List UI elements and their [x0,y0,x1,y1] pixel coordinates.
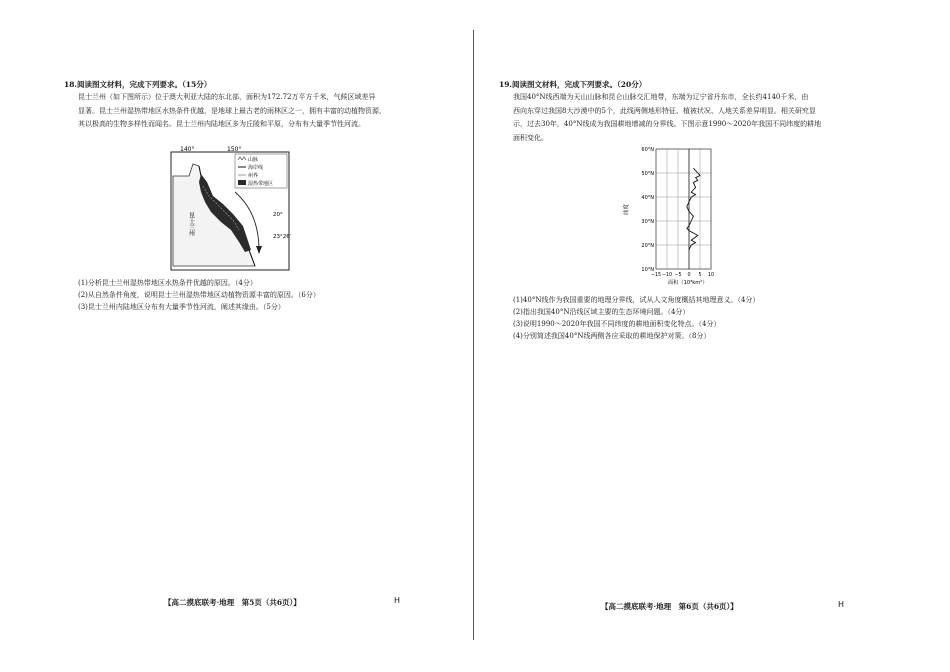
y-tick-label: 50°N [641,171,654,177]
q18-header: 18.阅读图文材料，完成下列要求。（15分） [64,80,212,89]
q19-material-line: 面积变化。 [513,133,548,142]
q18-material-line: 昆士兰州（如下图所示）位于澳大利亚大陆的东北部，面积为172.72万平方千米，气候区域差异 [78,93,376,101]
x-tick-label: 0 [687,273,691,278]
q18-material-line: 其以极高的生物多样性而闻名。昆士兰州内陆地区多为丘陵和平原，分布有大量季节性河流。 [78,120,365,128]
q19-material-line: 西向东穿过我国8大沙漠中的5个，此线两侧地形特征、植被状况、人地关系差异明显。相关研究显 [513,106,816,115]
y-tick-label: 30°N [641,219,654,225]
x-tick-label: 5 [698,273,702,278]
y-axis-label: 纬度 [624,203,630,215]
left-footer-mark: H [394,596,401,605]
q19-material [513,91,875,145]
left-page [0,0,470,672]
y-tick-label: 40°N [641,195,654,201]
right-footer: 【高二摸底联考·地理 第6页（共6页）】 [601,602,738,611]
x-tick-label: −5 [674,273,682,278]
q19-subq-2: (2)指出我国40°N沿线区域主要的生态环境问题。（4分） [513,308,690,316]
legend-wet-tropics: 湿热带地区 [248,181,274,187]
x-tick-label: −15 [650,273,662,278]
plot-frame [656,149,711,269]
q18-material-line: 显著。昆士兰州湿热带地区水热条件优越，是地球上最古老的雨林区之一，拥有丰富的动植物资源， [78,106,386,115]
q18-subq-3: (3)昆士兰州内陆地区分布有大量季节性河流，阐述其缘由。（5分） [78,303,285,311]
legend-mountain: 山脉 [248,157,259,163]
right-footer-mark: H [838,600,845,609]
page-divider [473,30,474,640]
legend-boundary: 州界 [248,173,259,179]
farmland-change-chart [616,143,726,287]
map-lon-right: 150° [227,146,242,153]
q19-subq-1: (1)40°N线作为我国重要的地理分界线，试从人文角度概括其地理意义。（4分） [513,296,760,304]
q19-material-line: 我国40°N线西端为天山山脉和昆仑山脉交汇地带，东端为辽宁省丹东市，全长约4140千米，由 [513,93,809,101]
q19-header: 19.阅读图文材料，完成下列要求。（20分） [499,80,647,89]
legend-wet-tropics-symbol [238,180,246,185]
map-state-label: 昆士兰州 [187,212,195,236]
right-page [476,0,950,672]
y-tick-label: 10°N [641,267,654,273]
map-legend [235,154,287,188]
map-lat-top: 20° [273,212,283,218]
legend-coast: 海岸线 [248,165,264,171]
q18-subq-2: (2)从自然条件角度，说明昆士兰州湿热带地区动植物资源丰富的原因。（6分） [78,291,320,299]
map-lon-left: 140° [180,146,195,153]
q19-subq-3: (3)说明1990～2020年我国不同纬度的耕地面积变化特点。（4分） [513,320,721,328]
map-lat-bottom: 23°26′ [273,234,291,240]
left-footer: 【高二摸底联考·地理 第5页（共6页）】 [164,598,301,607]
x-axis-label: 面积（10³km²） [668,280,708,286]
x-tick-label: 10 [707,273,715,278]
y-tick-label: 60°N [641,147,654,153]
q19-material-line: 示，过去30年，40°N线成为我国耕地增减的分界线。下图示意1990～2020年我国不同纬度的耕地 [513,120,822,128]
y-tick-label: 20°N [641,243,654,249]
queensland-map [165,146,295,274]
q18-subq-1: (1)分析昆士兰州湿热带地区水热条件优越的原因。（4分） [78,279,257,287]
q19-subq-4: (4)分别简述我国40°N线两侧各应采取的耕地保护对策。（8分） [513,332,711,340]
x-tick-label: −10 [661,273,673,278]
q18-material [78,91,404,132]
